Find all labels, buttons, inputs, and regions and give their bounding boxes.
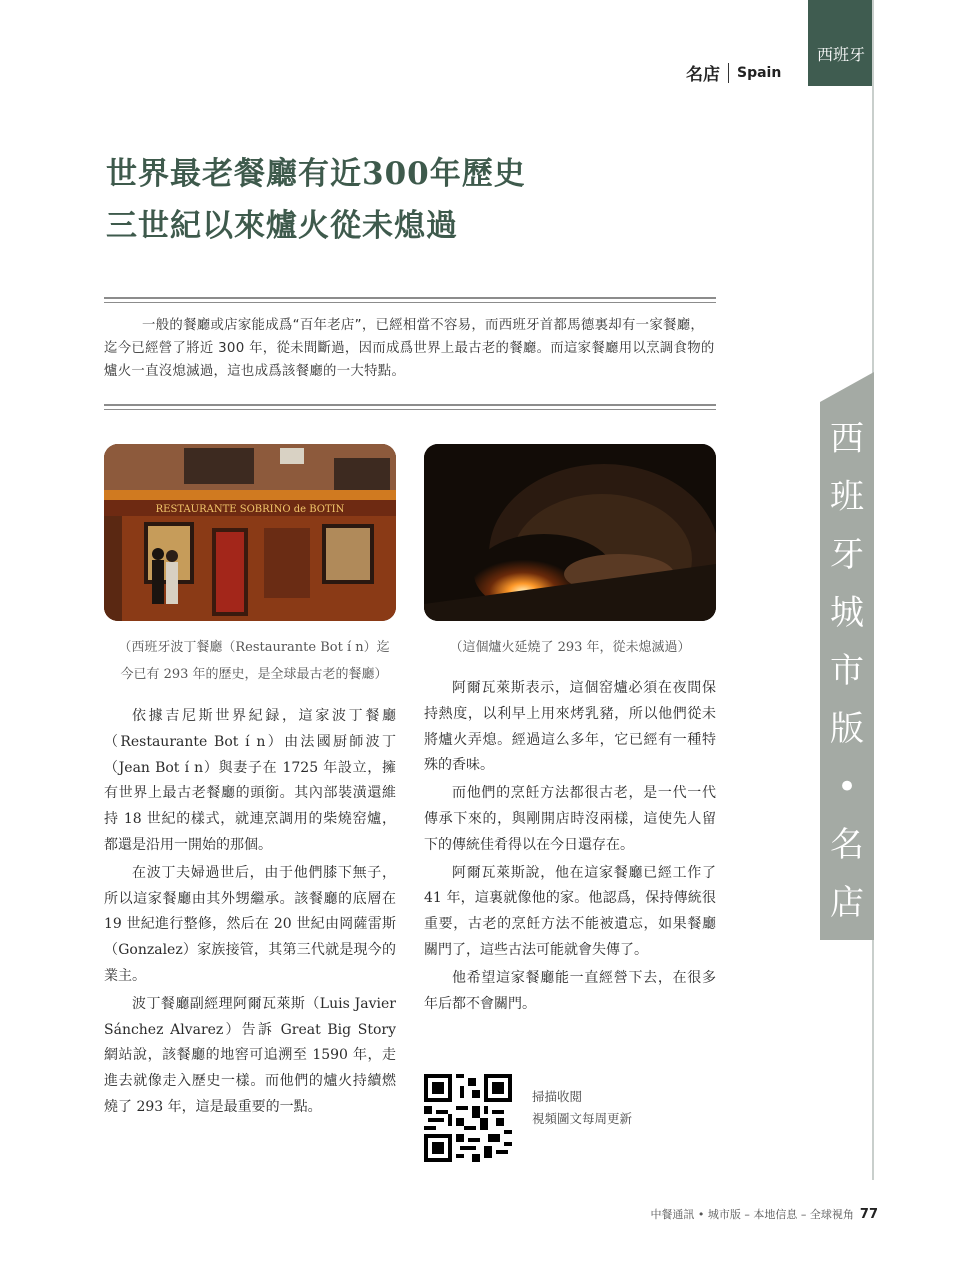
article-title: [106, 148, 526, 252]
page-footer: [560, 1206, 878, 1222]
section-label-zh: 名店: [686, 65, 720, 85]
oven-illustration: [424, 444, 716, 621]
title-line-2: 三世紀以來爐火從未熄過: [106, 208, 458, 244]
paragraph: 依據吉尼斯世界紀録，這家波丁餐廳（Restaurante Bot í n）由法國厨師波丁（Jean Bot í n）與妻子在 1725 年設立，擁有世界上最古老餐廳的頭銜。其內部裝潢還維持 18 世紀的樣式，就連烹調用的柴燒窑爐，都還是沿用一開始的那個。: [104, 708, 396, 853]
body-column-right: [424, 676, 716, 1019]
paragraph: 他希望這家餐廳能一直經營下去，在很多年后都不會關門。: [424, 969, 716, 1012]
footer-text: 中餐通訊 • 城市版 – 本地信息 – 全球視角: [650, 1208, 854, 1221]
region-tab-label: 西班牙: [816, 44, 865, 64]
facade-caption-line-2: 今已有 293 年的歷史，是全球最古老的餐廳）: [120, 667, 388, 682]
side-char: 名: [830, 825, 864, 865]
restaurant-facade-photo: [104, 444, 396, 621]
qr-caption-line-2: 視頻圖文每周更新: [532, 1111, 633, 1126]
side-char: 店: [830, 883, 864, 923]
oven-photo-caption: [424, 634, 716, 661]
intro-top-rule: [104, 297, 716, 303]
wood-oven-photo: [424, 444, 716, 621]
section-divider: [728, 63, 729, 83]
qr-caption: [532, 1086, 632, 1130]
side-char: 版: [830, 709, 864, 749]
side-char: 市: [830, 651, 864, 691]
intro-bottom-rule: [104, 404, 716, 410]
body-column-left: [104, 704, 396, 1123]
facade-sign-text: RESTAURANTE SOBRINO de BOTIN: [155, 504, 345, 515]
paragraph: 波丁餐廳副經理阿爾瓦萊斯（Luis Javier Sánchez Alvarez）告訴 Great Big Story 網站說，該餐廳的地窖可追溯至 1590 年，走進去就像走入歷史一樣。而他們的爐火持續燃燒了 293 年，這是最重要的一點。: [104, 995, 396, 1115]
qr-caption-line-1: 掃描收閲: [532, 1089, 583, 1104]
title-line-1: 世界最老餐廳有近300年歷史: [106, 156, 526, 192]
side-char: 城: [830, 593, 864, 633]
side-char: 西: [830, 419, 864, 459]
intro-text: 一般的餐廳或店家能成爲“百年老店”，已經相當不容易，而西班牙首都馬德裏却有一家餐廳，迄今已經營了將近 300 年，從未間斷過，因而成爲世界上最古老的餐廳。而這家餐廳用以烹調食物的爐火一直沒熄滅過，這也成爲該餐廳的一大特點。: [104, 318, 715, 379]
page-number: 77: [859, 1207, 878, 1222]
facade-caption-line-1: （西班牙波丁餐廳（Restaurante Bot í n）迄: [118, 640, 390, 655]
section-header: [686, 60, 781, 85]
oven-caption-line: （這個爐火延燒了 293 年，從未熄滅過）: [449, 640, 691, 655]
paragraph: 阿爾瓦萊斯說，他在這家餐廳已經工作了 41 年，這裏就像他的家。他認爲，保持傳統很重要，古老的烹飪方法不能被遺忘，如果餐廳關門了，這些古法可能就會失傳了。: [424, 864, 716, 958]
region-tab: [808, 0, 874, 86]
section-label-en: Spain: [737, 64, 782, 81]
facade-photo-caption: [104, 634, 404, 688]
paragraph: 而他們的烹飪方法都很古老，是一代一代傳承下來的，與剛開店時沒兩樣，這使先人留下的傳統佳肴得以在今日還存在。: [424, 785, 716, 853]
qr-code[interactable]: [424, 1074, 512, 1162]
paragraph: 在波丁夫婦過世后，由于他們膝下無子，所以這家餐廳由其外甥繼承。該餐廳的底層在 19 世紀進行整修，然后在 20 世紀由岡薩雷斯（Gonzalez）家族接管，其第三代就是現今的業主。: [104, 864, 396, 984]
qr-code-icon: [424, 1074, 512, 1162]
paragraph: 阿爾瓦萊斯表示，這個窑爐必須在夜間保持熱度，以利早上用來烤乳豬，所以他們從未將爐火弄熄。經過這么多年，它已經有一種特殊的香味。: [424, 680, 716, 774]
side-char: 牙: [830, 535, 864, 575]
side-char: 班: [830, 477, 864, 517]
side-band-text: [822, 410, 872, 932]
facade-illustration: [104, 444, 396, 621]
side-char: •: [836, 767, 858, 807]
